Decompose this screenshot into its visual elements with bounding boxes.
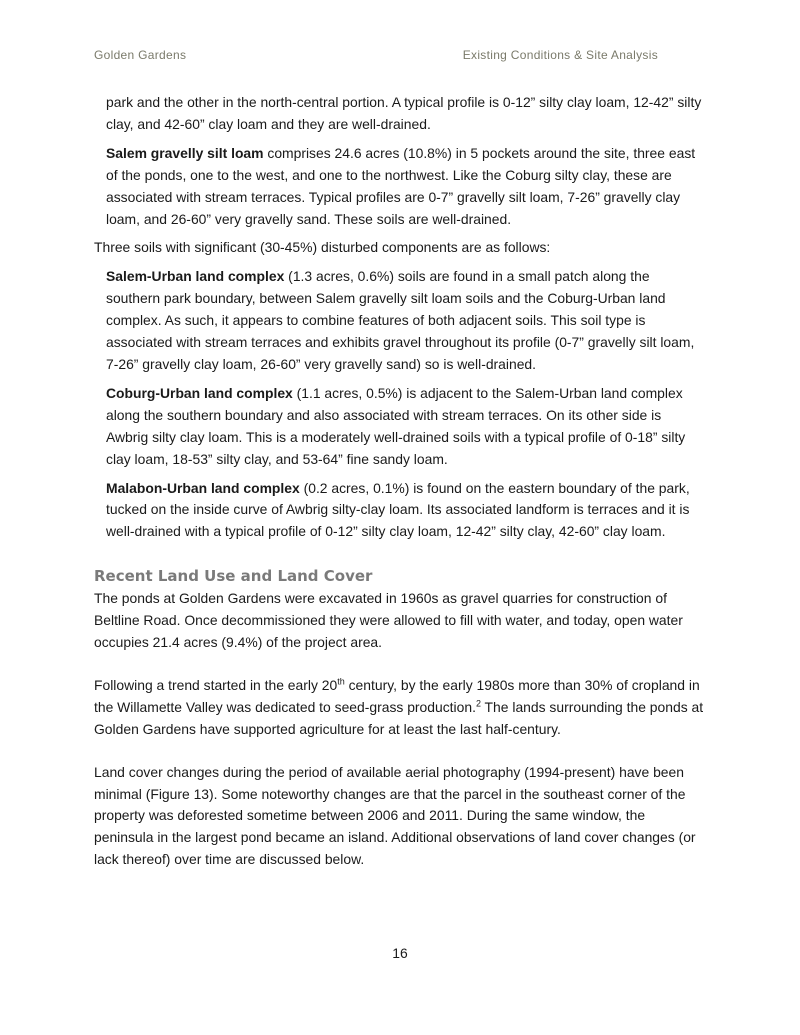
soil-description: (0.2 acres, 0.1%) is found on the eastern boundary of the park, tucked on the inside curve of Awbrig silty-clay loam. Its associated landform is terraces and it is well-drained with a typical profile of 0-12” silty clay loam, 12-42” silty clay, 42-60” clay loam. [106,479,690,540]
header-title: Golden Gardens [94,48,187,62]
soil-description: (1.3 acres, 0.6%) soils are found in a small patch along the southern park boundary, between Salem gravelly silt loam soils and the Coburg-Urban land complex. As such, it appears to combine features of both adjacent soils. This soil type is associated with stream terraces and exhibits gravel throughout its profile (0-7” gravelly silt loam, 7-26” gravelly clay loam, 26-60” very gravelly sand) so is well-drained. [106,268,695,372]
paragraph-text: The lands surrounding the ponds at Golden Gardens have supported agriculture for at least the last half-century. [94,698,704,737]
soil-entry-salem-gravelly [94,143,706,231]
disturbed-soils-intro: Three soils with significant (30-45%) disturbed components are as follows: [94,239,551,256]
superscript-th: th [337,676,345,687]
paragraph-text: Following a trend started in the early 20 [94,676,338,693]
soil-entry-coburg-urban [94,383,706,471]
page-header [94,48,706,66]
land-use-paragraph-2 [94,675,706,741]
land-use-paragraph-3: Land cover changes during the period of available aerial photography (1994-present) have been minimal (Figure 13). Some noteworthy changes are that the parcel in the southeast corner of the property was deforested sometime between 2006 and 2011. During the same window, the peninsula in the largest pond became an island. Additional observations of land cover changes (or lack thereof) over time are discussed below. [94,763,696,868]
page-number: 16 [392,945,408,961]
soil-term: Malabon-Urban land complex [106,479,300,496]
section-heading: Recent Land Use and Land Cover [94,567,373,586]
soil-entry-malabon-urban [94,478,706,544]
header-section: Existing Conditions & Site Analysis [462,48,658,62]
land-use-paragraph-1: The ponds at Golden Gardens were excavated in 1960s as gravel quarries for construction of Beltline Road. Once decommissioned they were allowed to fill with water, and today, open water occupies 21.4 acres (9.4%) of the project area. [94,590,683,651]
soil-term: Coburg-Urban land complex [106,384,293,401]
soil-term: Salem-Urban land complex [106,268,285,285]
soil-entry-salem-urban [94,266,706,376]
continued-paragraph: park and the other in the north-central portion. A typical profile is 0-12” silty clay loam, 12-42” silty clay, and 42-60” clay loam and they are well-drained. [106,94,702,132]
soil-description: (1.1 acres, 0.5%) is adjacent to the Salem-Urban land complex along the southern boundary and also associated with stream terraces. On its other side is Awbrig silty clay loam. This is a moderately well-drained soils with a typical profile of 0-18” silty clay loam, 18-53” silty clay, and 53-64” fine sandy loam. [106,384,686,467]
paragraph-text: century, by the early 1980s more than 30% of cropland in the Willamette Valley was dedicated to seed-grass production. [94,676,700,715]
document-body [94,92,706,892]
footnote-marker[interactable]: 2 [475,698,481,709]
soil-description: comprises 24.6 acres (10.8%) in 5 pockets around the site, three east of the ponds, one to the west, and one to the northwest. Like the Coburg silty clay, these are associated with stream terraces. Typical profiles are 0-7” gravelly silt loam, 7-26” gravelly clay loam, and 26-60” very gravelly sand. These soils are well-drained. [106,144,696,227]
soil-term: Salem gravelly silt loam [106,144,264,161]
